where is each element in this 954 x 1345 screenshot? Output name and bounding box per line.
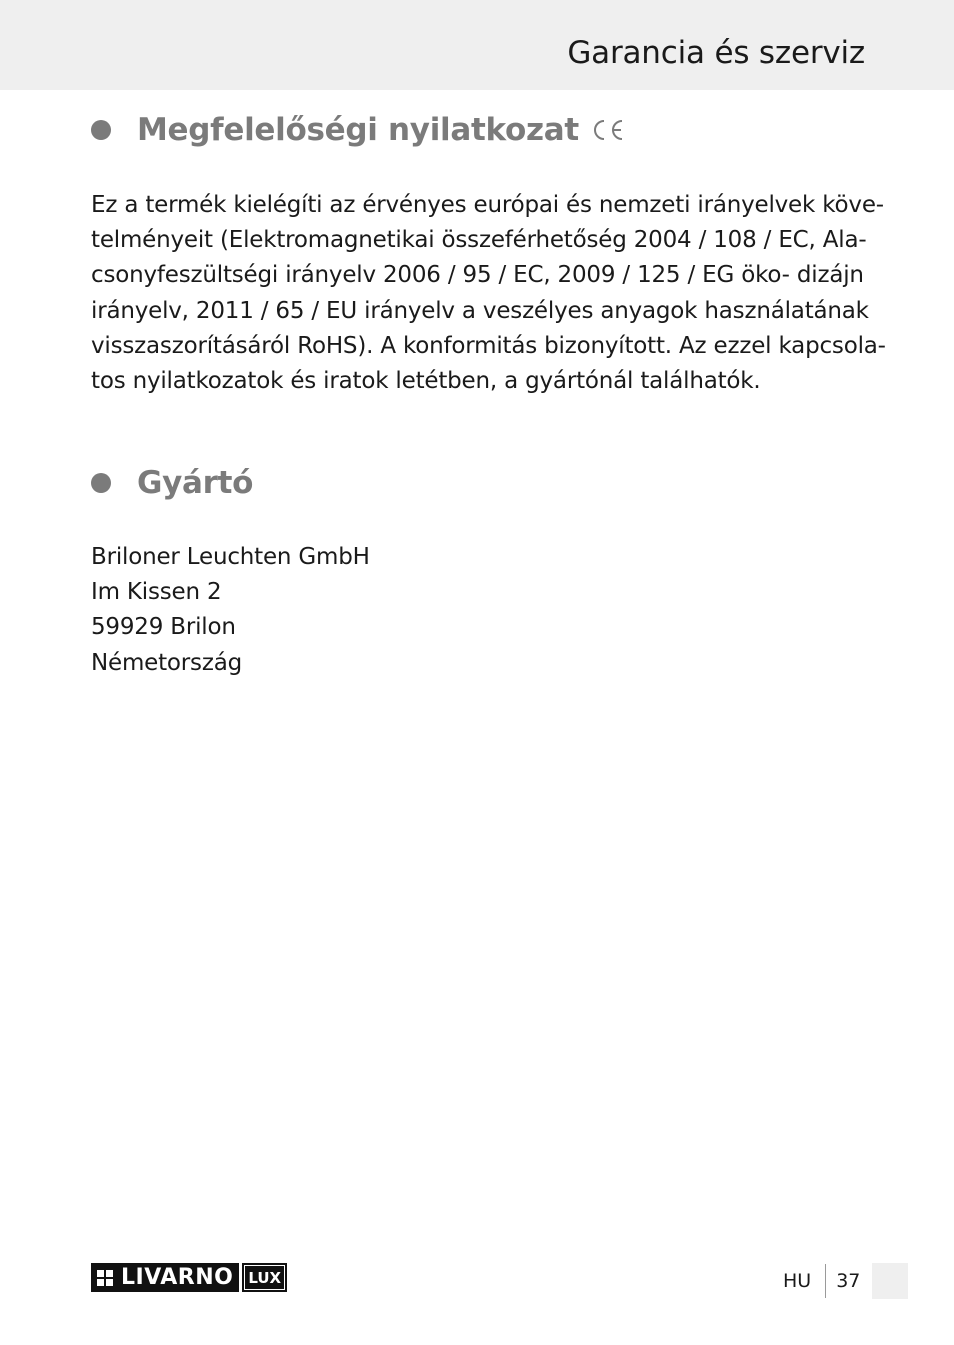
address-line: 59929 Brilon	[91, 614, 236, 641]
address-line: Németország	[91, 649, 243, 676]
brand-logo	[91, 1263, 287, 1292]
section-heading-text: Gyártó	[137, 465, 254, 501]
paragraph-line: visszaszorításáról RoHS). A konformitás bizonyított. Az ezzel kapcsola-	[91, 332, 886, 359]
logo-main	[91, 1263, 239, 1292]
page-number: 37	[836, 1270, 861, 1292]
footer-divider	[825, 1264, 826, 1298]
page-title: Garancia és szerviz	[567, 35, 865, 71]
paragraph-line: Ez a termék kielégíti az érvényes európai és nemzeti irányelvek köve-	[91, 192, 884, 218]
manufacturer-address	[91, 540, 867, 681]
address-line: Im Kissen 2	[91, 579, 222, 606]
section-heading-manufacturer	[91, 465, 253, 501]
paragraph-line: tos nyilatkozatok és iratok letétben, a gyártónál találhatók.	[91, 368, 761, 395]
footer-tab-box	[872, 1263, 908, 1299]
logo-squares-icon	[97, 1270, 113, 1286]
address-line: Briloner Leuchten GmbH	[91, 544, 370, 570]
ce-mark-icon	[589, 117, 625, 143]
logo-main-text: LIVARNO	[121, 1265, 234, 1290]
bullet-icon	[91, 473, 111, 493]
paragraph-line: csonyfeszültségi irányelv 2006 / 95 / EC, 2009 / 125 / EG öko- dizájn	[91, 262, 864, 289]
paragraph-line: irányelv, 2011 / 65 / EU irányelv a veszélyes anyagok használatának	[91, 297, 869, 324]
section-heading-text: Megfelelőségi nyilatkozat	[137, 112, 579, 148]
section-heading-declaration	[91, 112, 625, 148]
declaration-paragraph	[91, 188, 886, 399]
bullet-icon	[91, 120, 111, 140]
language-code: HU	[783, 1270, 812, 1292]
logo-sub: LUX	[242, 1263, 287, 1292]
paragraph-line: telményeit (Elektromagnetikai összeférhetőség 2004 / 108 / EC, Ala-	[91, 227, 867, 254]
page-footer	[783, 1263, 908, 1299]
